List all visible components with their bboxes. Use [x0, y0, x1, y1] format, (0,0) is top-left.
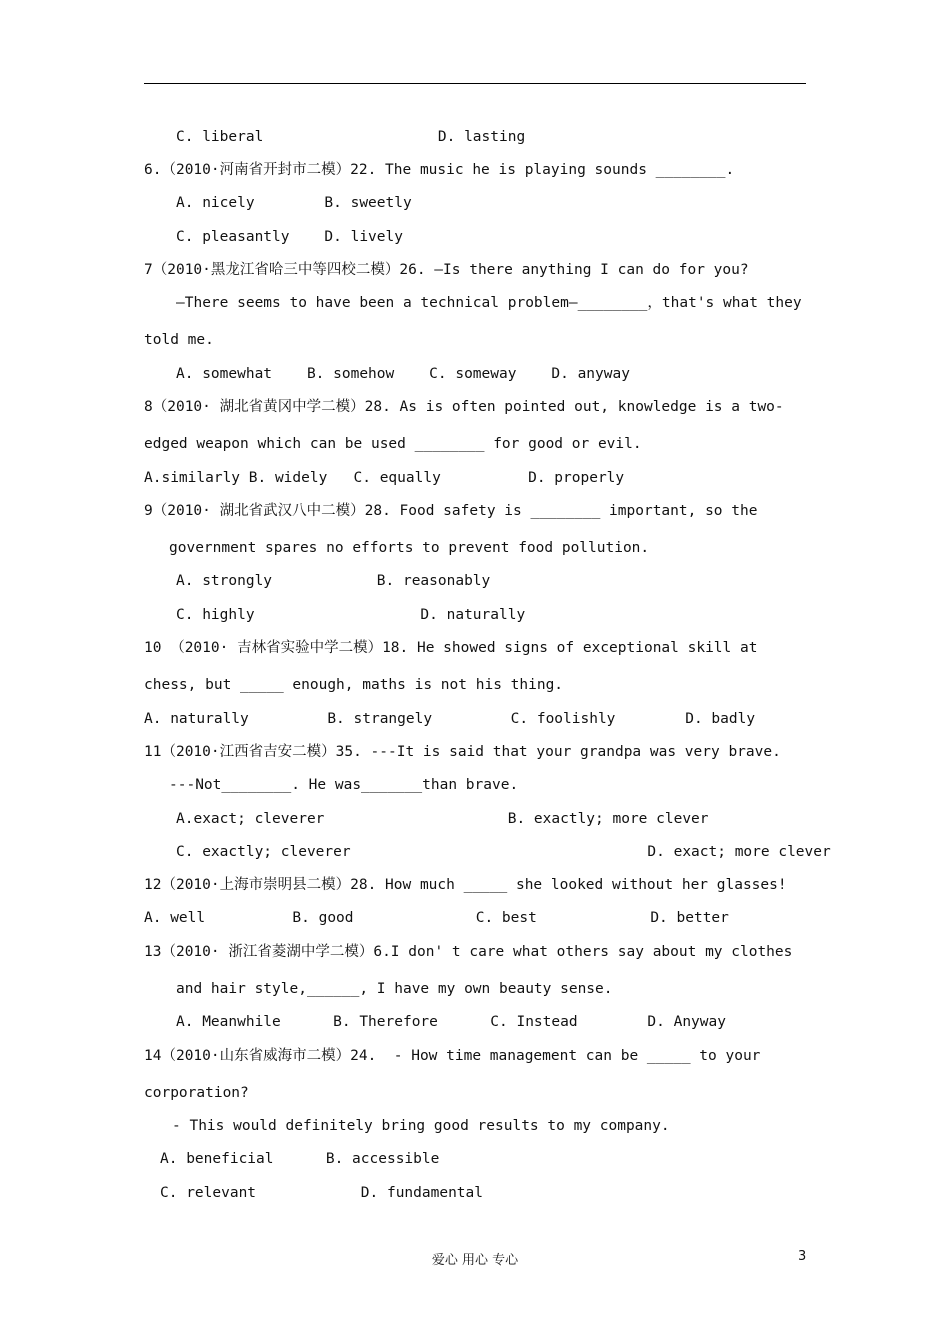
question-9: 9（2010· 湖北省武汉八中二模）28. Food safety is ________ important, so the — [144, 503, 758, 519]
footer-motto: 爱心 用心 专心 — [431, 1253, 519, 1268]
page-number: 3 — [798, 1249, 807, 1264]
question-10: 10 （2010· 吉林省实验中学二模）18. He showed signs of exceptional skill at — [144, 640, 758, 656]
question-8: 8（2010· 湖北省黄冈中学二模）28. As is often pointed out, knowledge is a two- — [144, 399, 784, 415]
question-7: 7（2010·黑龙江省哈三中等四校二模）26. —Is there anything I can do for you? — [144, 262, 749, 278]
text-line: A. strongly B. reasonably — [176, 573, 491, 589]
text-line: A. Meanwhile B. Therefore C. Instead D. Anyway — [176, 1014, 726, 1030]
text-line: A. well B. good C. best D. better — [144, 910, 729, 926]
text-line: corporation? — [144, 1085, 249, 1101]
question-6: 6.（2010·河南省开封市二模）22. The music he is playing sounds ________. — [144, 162, 735, 178]
text-line: chess, but _____ enough, maths is not his thing. — [144, 677, 564, 693]
text-line: told me. — [144, 332, 214, 348]
text-line: C. exactly; cleverer D. exact; more clever — [176, 844, 831, 860]
text-line: ---Not________. He was_______than brave. — [169, 777, 519, 793]
text-line: A. beneficial B. accessible — [160, 1151, 440, 1167]
text-line: government spares no efforts to prevent food pollution. — [169, 540, 650, 556]
question-11: 11（2010·江西省吉安二模）35. ---It is said that your grandpa was very brave. — [144, 744, 781, 760]
text-line: edged weapon which can be used ________ for good or evil. — [144, 436, 642, 452]
text-line: C. highly D. naturally — [176, 607, 526, 623]
text-line: A.similarly B. widely C. equally D. properly — [144, 470, 625, 486]
text-line: —There seems to have been a technical problem—________，that's what they — [176, 295, 802, 311]
text-line: C. relevant D. fundamental — [160, 1185, 484, 1201]
text-line: - This would definitely bring good results to my company. — [172, 1118, 670, 1134]
text-line: A. somewhat B. somehow C. someway D. anyway — [176, 366, 630, 382]
text-line: A. nicely B. sweetly — [176, 195, 412, 211]
text-line: C. liberal D. lasting — [176, 129, 526, 145]
question-14: 14（2010·山东省威海市二模）24. - How time management can be _____ to your — [144, 1048, 761, 1064]
text-line: A. naturally B. strangely C. foolishly D. badly — [144, 711, 756, 727]
text-line: C. pleasantly D. lively — [176, 229, 403, 245]
question-12: 12（2010·上海市崇明县二模）28. How much _____ she looked without her glasses! — [144, 877, 787, 893]
text-line: A.exact; cleverer B. exactly; more clever — [176, 811, 709, 827]
question-13: 13（2010· 浙江省菱湖中学二模）6.I don' t care what others say about my clothes — [144, 944, 793, 960]
header-rule — [144, 83, 806, 84]
text-line: and hair style,______, I have my own beauty sense. — [176, 981, 613, 997]
